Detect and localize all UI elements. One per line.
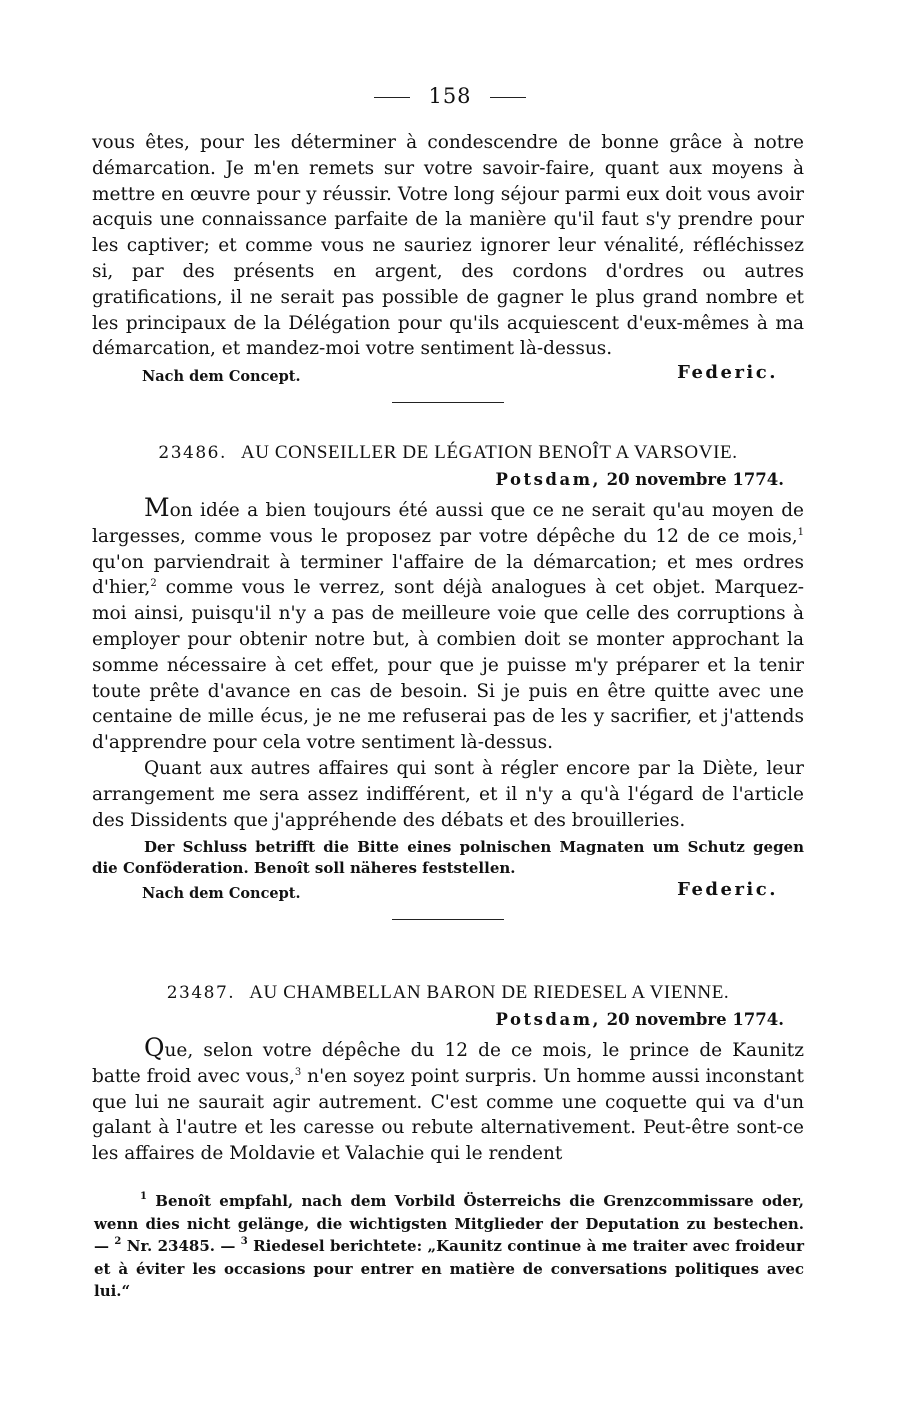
footnote-ref: 2 — [150, 578, 157, 590]
paragraph-text: n'en soyez point surpris. Un homme aussi inconstant que lui ne saurait agir autrement. C'est comme une coquette qui va d'un galant à l'autre et les caresse ou rebute alternativement. Peut-être sont-ce les affaires de Moldavie et Valachie qui le rendent — [92, 1065, 804, 1165]
letter-heading — [92, 982, 804, 1004]
footnote-text: Nr. 23485. — — [121, 1237, 241, 1256]
letter-place: Potsdam, — [495, 1010, 601, 1029]
continuation-paragraph: vous êtes, pour les déterminer à condescendre de bonne grâce à notre démarcation. Je m'en remets sur votre savoir-faire, quant aux moyens à mettre en œuvre pour y réussir. Votre long séjour parmi eux doit vous avoir acquis une connaissance parfaite de la manière qu'il faut s'y prendre pour les captiver; et comme vous ne sauriez ignorer leur vénalité, réfléchissez si, par des présents en argent, des cordons d'ordres ou autres gratifications, il ne serait pas possible de gagner le plus grand nombre et les principaux de la Délégation pour qu'ils acquiescent d'eux-mêmes à ma démarcation, et mandez-moi votre sentiment là-dessus. — [92, 132, 804, 360]
continuation-signature-row — [92, 362, 804, 388]
footnote-mark: 1 — [140, 1191, 147, 1202]
page-header — [0, 84, 900, 108]
source-note: Nach dem Concept. — [142, 885, 301, 903]
letter-title: AU CHAMBELLAN BARON DE RIEDESEL A VIENNE. — [249, 982, 730, 1003]
footnote-mark: 3 — [240, 1236, 248, 1248]
letter-paragraph-1 — [92, 495, 804, 756]
header-dash-left — [374, 97, 410, 98]
letter-23486 — [92, 442, 804, 920]
footnote-mark: 2 — [114, 1236, 122, 1248]
footnote-ref: 3 — [294, 1066, 302, 1078]
signature: Federic. — [677, 362, 778, 384]
letter-summary: Der Schluss betrifft die Bitte eines polnischen Magnaten um Schutz gegen die Conföderation. Benoît soll näheres feststellen. — [92, 838, 804, 878]
letter-paragraph-2: Quant aux autres affaires qui sont à régler encore par la Diète, leur arrangement me sera assez indifférent, et il n'y a qu'à l'égard de l'article des Dissidents que j'appréhende des débats et des brouilleries. — [92, 757, 804, 831]
paragraph-text: comme vous le verrez, sont déjà analogues à cet objet. Marquez-moi ainsi, puisqu'il n'y a pas de meilleure voie que celle des corruptions à employer pour obtenir notre but, à combien doit se monter approchant la somme nécessaire à cet effet, pour que je puisse m'y préparer et la tenir toute prête d'avance en cas de besoin. Si je puis en être quitte avec une centaine de mille écus, je ne me refuserai pas de les y sacrifier, et j'attends d'apprendre pour cela votre sentiment là-dessus. — [92, 577, 804, 754]
paragraph-text: ue, selon votre dépêche du 12 de ce mois, le prince de Kaunitz batte froid avec vous, — [92, 1040, 804, 1087]
source-note: Nach dem Concept. — [142, 368, 301, 386]
footnote-ref: 1 — [797, 526, 804, 538]
footnote-text: Benoît empfahl, nach dem Vorbild Österreichs die Grenzcommissare oder, wenn dies nicht gelänge, die wichtigsten Mitglieder der Deputation zu bestechen. — — [94, 1192, 804, 1256]
letter-date: 20 novembre 1774. — [606, 470, 784, 489]
letter-number: 23486. — [158, 443, 227, 463]
footnote-text: Riedesel berichtete: „Kaunitz continue à me traiter avec froideur et à éviter les occasions pour entrer en matière de conversations politiques avec lui.“ — [94, 1237, 804, 1301]
letter-date: 20 novembre 1774. — [606, 1010, 784, 1029]
letter-dateline — [92, 470, 804, 489]
letter-title: AU CONSEILLER DE LÉGATION BENOÎT A VARSOVIE. — [240, 442, 738, 463]
section-divider — [392, 402, 504, 403]
letter-signature-row — [92, 879, 804, 905]
drop-initial: Q — [144, 1033, 165, 1062]
letter-23487 — [92, 982, 804, 1167]
letter-paragraph-1 — [92, 1035, 804, 1167]
footnote-block — [94, 1190, 804, 1303]
paragraph-text: on idée a bien toujours été aussi que ce ne serait qu'au moyen de largesses, comme vous le proposez par votre dépêche du 12 de ce mois, — [92, 500, 804, 547]
footnotes — [94, 1190, 804, 1303]
drop-initial: M — [144, 493, 170, 522]
header-dash-right — [490, 97, 526, 98]
letter-place: Potsdam, — [495, 470, 601, 489]
paragraph-text: qu'on parviendrait à terminer l'affaire de la démarcation; et mes ordres d'hier, — [92, 551, 804, 599]
letter-heading — [92, 442, 804, 464]
letter-dateline — [92, 1010, 804, 1029]
section-divider — [392, 919, 504, 920]
signature: Federic. — [677, 879, 778, 901]
page-number: 158 — [428, 84, 472, 108]
continuation-section — [92, 130, 804, 403]
letter-number: 23487. — [166, 983, 236, 1003]
